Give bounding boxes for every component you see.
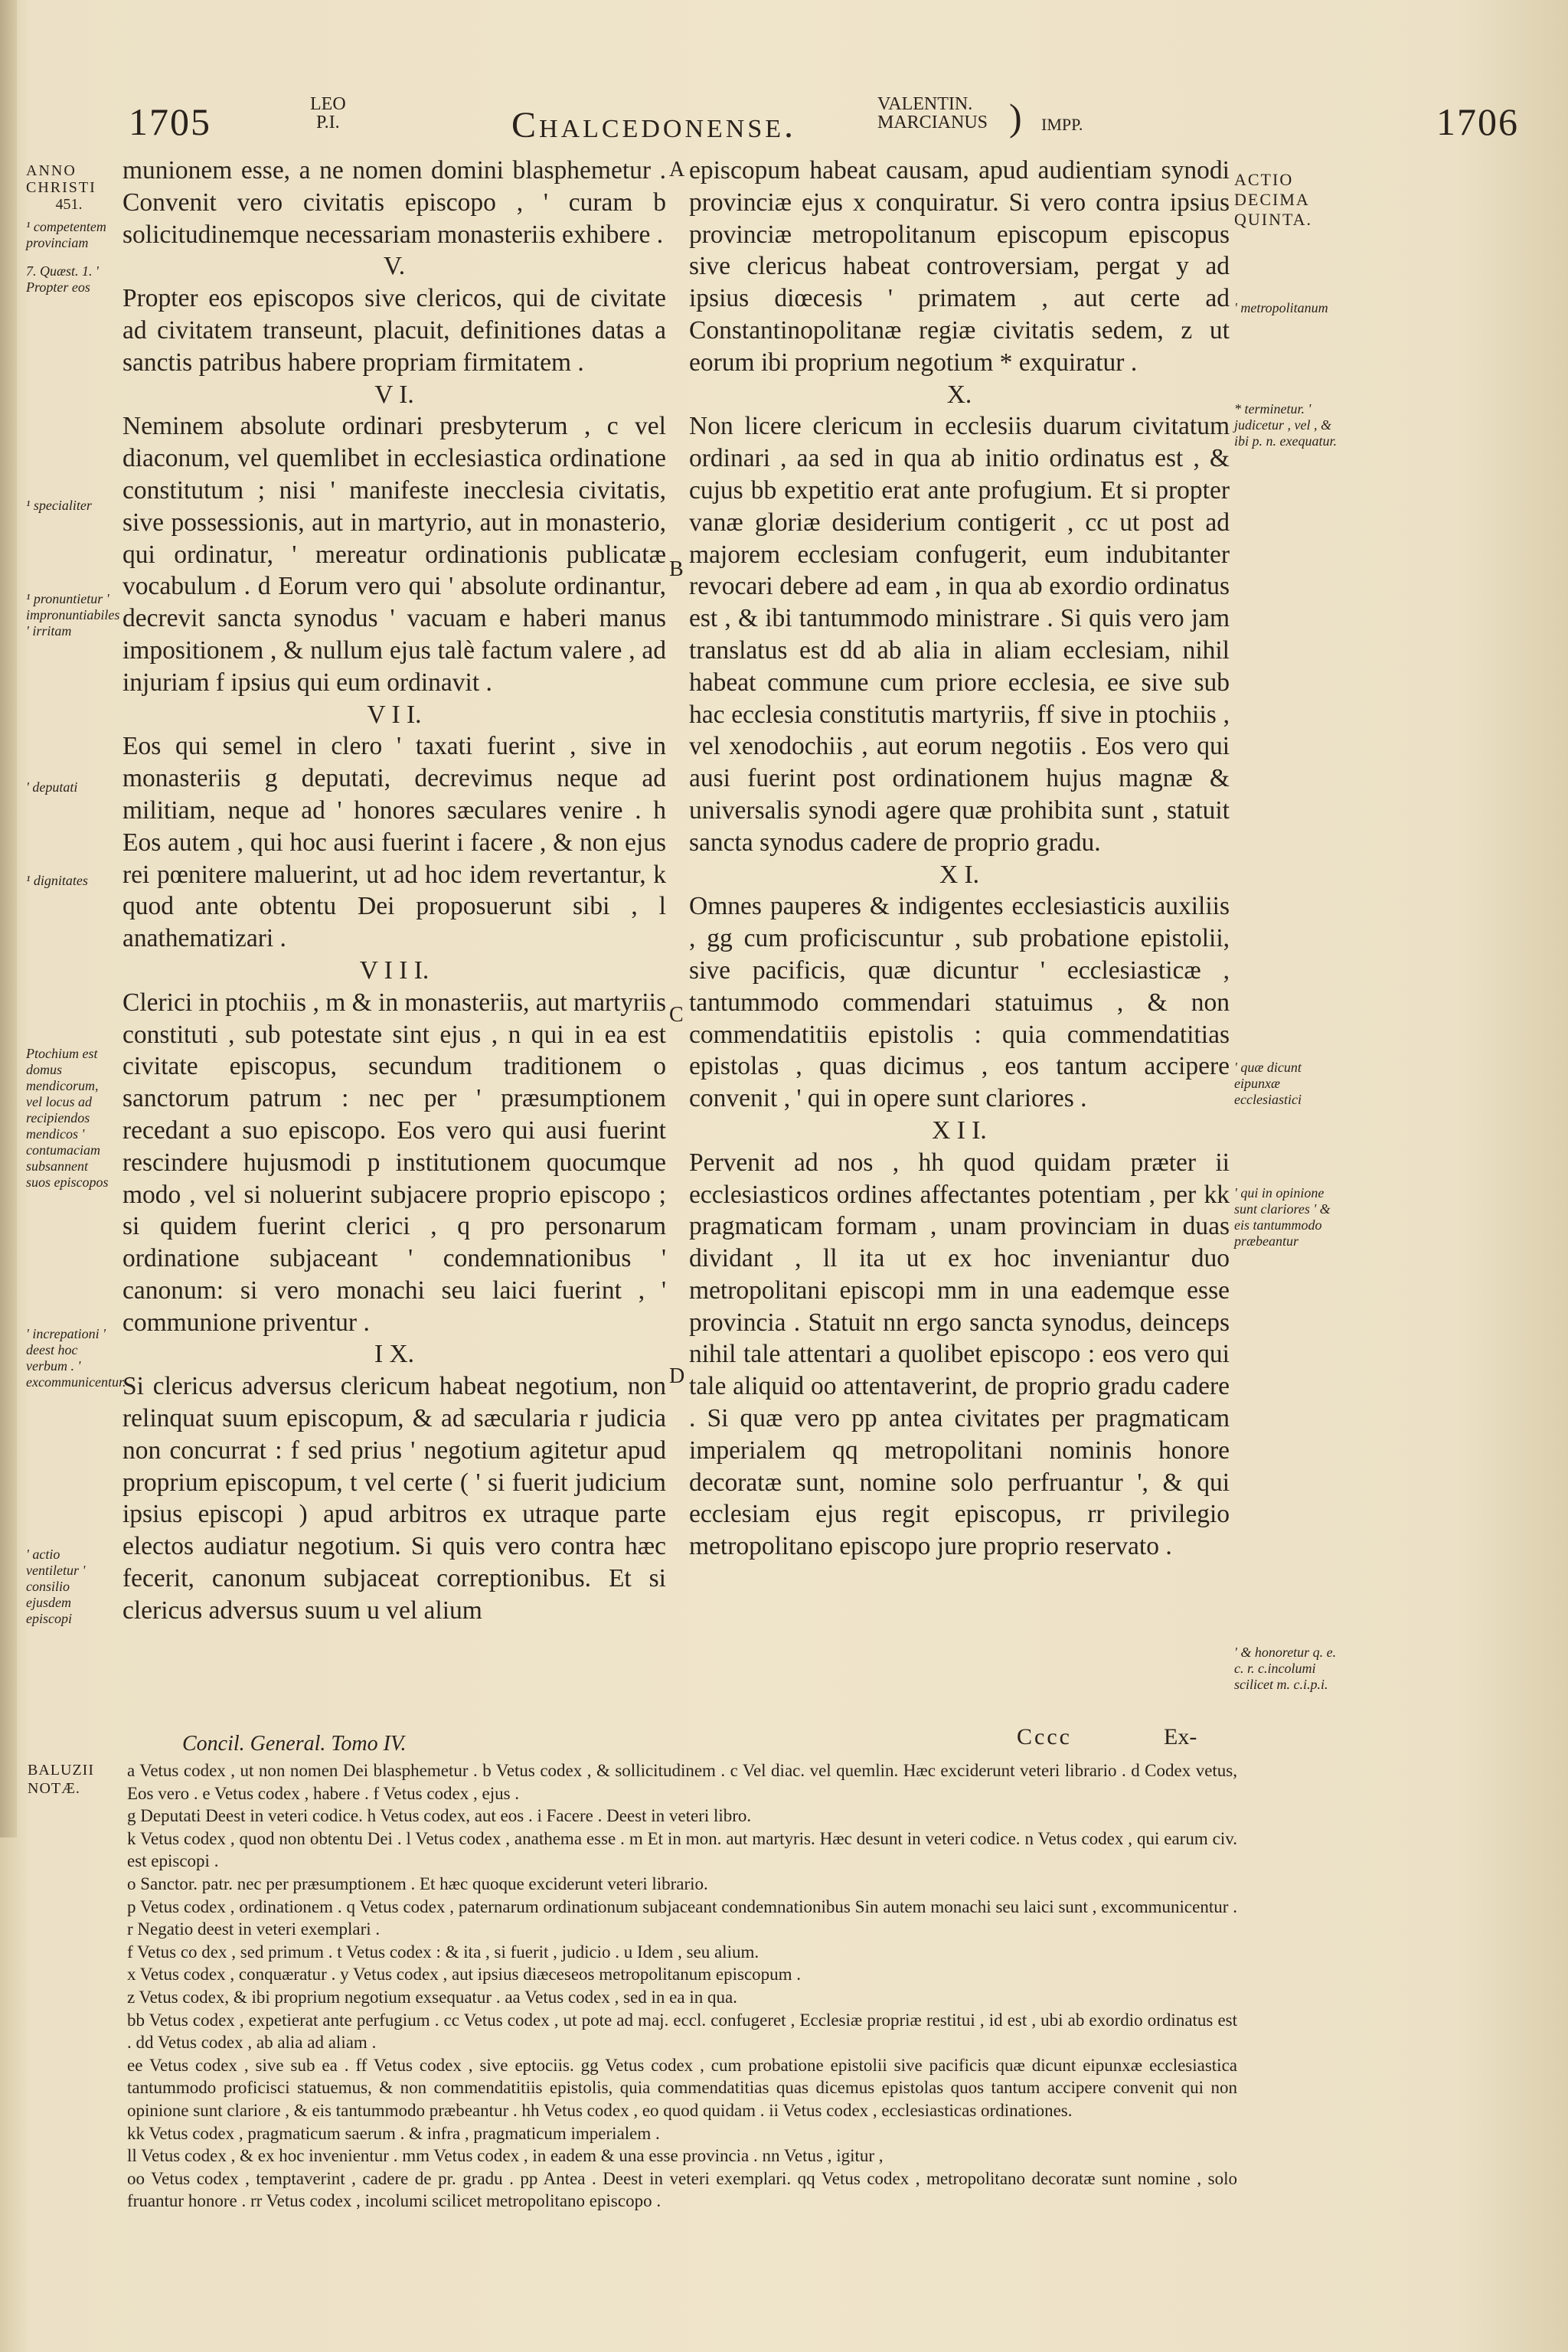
footnote: z Vetus codex, & ibi proprium negotium exsequatur . aa Vetus codex , sed in ea in qua. (127, 1987, 737, 2007)
emperors-line1: VALENTIN. (877, 94, 973, 114)
text-column-right (689, 155, 1230, 1563)
footnote: k Vetus codex , quod non obtentu Dei . l Vetus codex , anathema esse . m Et in mon. aut martyris. Hæc desunt in veteri codice. n Vetus codex , qui earum civ. est episcopi . (127, 1828, 1237, 1871)
volume-footer: Concil. General. Tomo IV. (182, 1732, 407, 1756)
side-note-left: ' actio ventiletur ' consilio ejusdem episcopi (26, 1547, 86, 1626)
canon-number: X. (946, 380, 972, 409)
side-note-left: ' deputati (26, 779, 78, 795)
running-head (0, 84, 1568, 153)
side-note-left: Ptochium est domus mendicorum, vel locus ad recipiendos mendicos ' contumaciam subsannent suos episcopos (26, 1046, 109, 1190)
notes-label-line1: BALUZII (28, 1762, 94, 1779)
paragraph: Eos qui semel in clero ' taxati fuerint , sive in monasteriis g deputati, decrevimus neque ad militiam, neque ad ' honores sæculares venire . h Eos autem , qui hoc ausi fuerint i facere , & non ejus rei pœnitere maluerint, ut ad hoc idem revertantur, k quod ante obtentu Dei proposuerunt sibi , l anathematizari . (122, 732, 666, 953)
canon-number: V I. (374, 380, 414, 409)
footnote: bb Vetus codex , expetierat ante perfugium . cc Vetus codex , ut pote ad maj. eccl. confugeret , Ecclesiæ propriæ restitui , id est , ubi ab exordio ordinatus est . dd Vetus codex , ab alia ad aliam . (127, 2010, 1237, 2053)
canon-number: X I I. (932, 1116, 987, 1145)
decima-line: DECIMA (1234, 190, 1310, 209)
side-note-left: ' increpationi ' deest hoc verbum . ' excommunicentur. (26, 1326, 126, 1390)
canon-number: X I. (939, 860, 980, 889)
side-note-right: ' quæ dicunt eipunxæ ecclesiastici (1234, 1060, 1302, 1107)
footnote: ll Vetus codex , & ex hoc invenientur . mm Vetus codex , in eadem & una esse provincia . nn Vetus , igitur , (127, 2146, 884, 2166)
canon-number: I X. (374, 1340, 415, 1369)
emperors-label (877, 95, 988, 132)
actio-line: ACTIO (1234, 170, 1294, 189)
paragraph: Neminem absolute ordinari presbyterum , c vel diaconum, vel quemlibet in ecclesiastica ordinatione constitutum ; nisi ' manifeste inecclesia civitatis, sive possessionis, aut in martyrio, aut in monasterio, qui ordinatur, ' mereatur ordinationis publicatæ vocabulum . d Eorum vero qui ' absolute ordinantur, decrevit sancta synodus ' vacuam e haberi manus impositionem , & nullum ejus talè factum valere , ad injuriam f ipsius qui eum ordinavit . (122, 412, 666, 697)
side-note-right: ' qui in opinione sunt clariores ' & eis tantummodo præbeantur (1234, 1185, 1331, 1249)
section-letter-d: D (669, 1364, 685, 1388)
page-number-left: 1705 (129, 100, 211, 143)
pope-label-line2: P.I. (315, 113, 340, 132)
signature-mark: Cccc (1017, 1724, 1072, 1749)
footnotes (127, 1759, 1237, 2213)
anno-label: ANNO (26, 162, 77, 179)
notes-label-line2: NOTÆ. (28, 1780, 80, 1797)
section-letter-a: A (669, 158, 685, 181)
footnote: p Vetus codex , ordinationem . q Vetus codex , paternarum ordinationum subjaceant condemnationibus Sin autem monachi seu laici sunt , excommunicentur . r Negatio deest in veteri exemplari . (127, 1896, 1237, 1939)
page-title: Chalcedonense. (511, 105, 796, 145)
quinta-line: QUINTA. (1234, 210, 1313, 229)
footnote: kk Vetus codex , pragmaticum saerum . & infra , pragmaticum imperialem . (127, 2123, 660, 2143)
canon-number: V I I. (367, 700, 422, 729)
footnote: a Vetus codex , ut non nomen Dei blasphemetur . b Vetus codex , & sollicitudinem . c Vel diac. vel quemlin. Hæc exciderunt veteri librario . d Codex vetus, Eos vero . e Vetus codex , habere . f Vetus codex , ejus . (127, 1761, 1237, 1803)
binding-edge (0, 0, 17, 1838)
page-number-right: 1706 (1436, 100, 1519, 143)
side-note-left: ¹ competentem provinciam (26, 219, 106, 250)
notes-label (28, 1761, 94, 1798)
paragraph: Pervenit ad nos , hh quod quidam præter ii ecclesiasticos ordines affectantes potentiam , per kk pragmaticam formam , unam provinciam in duas dividant , ll ita ut ex hoc inveniantur duo metropolitani episcopi mm in una eademque esse provincia . Statuit nn ergo sancta synodus, deinceps nihil tale attentari a quolibet episcopo : eos vero qui tale aliquid oo attentaverint, de proprio gradu cadere . Si quæ vero pp antea civitates per pragmaticam imperialem qq metropolitani nominis honore decoratæ sunt, nomine solo perfruantur ', & qui ecclesiam ejus regit episcopus, rr privilegio metropolitano episcopo jure proprio reservato . (689, 1148, 1230, 1561)
paragraph: Propter eos episcopos sive clericos, qui de civitate ad civitatem transeunt, placuit, definitiones datas a sanctis patribus habere propriam firmitatem . (122, 284, 666, 377)
paragraph: episcopum habeat causam, apud audientiam synodi provinciæ ejus x conquiratur. Si vero contra ipsius provinciæ metropolitanum episcopum episcopus sive clericus habeat controversiam, pergat y ad ipsius diœcesis ' primatem , aut certe ad Constantinopolitanæ regiæ civitatis sedem, z ut eorum ibi proprium negotium * exquiratur . (689, 156, 1230, 377)
side-note-left: ¹ specialiter (26, 498, 92, 513)
footnote: f Vetus co dex , sed primum . t Vetus codex : & ita , si fuerit , judicio . u Idem , seu alium. (127, 1942, 760, 1962)
emperors-line2: MARCIANUS (877, 113, 988, 132)
side-note-right: ' & honoretur q. e. c. r. c.incolumi scilicet m. c.i.p.i. (1234, 1645, 1337, 1692)
text-column-left (122, 155, 666, 1627)
canon-number: V. (383, 252, 406, 281)
section-letter-c: C (669, 1003, 684, 1027)
section-letter-b: B (669, 557, 684, 581)
side-note-right: ' metropolitanum (1234, 300, 1328, 315)
catchword: Ex- (1164, 1724, 1197, 1749)
anno-christi (26, 162, 112, 213)
year-label: 451. (55, 196, 83, 213)
paragraph: Si clericus adversus clericum habeat negotium, non relinquat suum episcopum, & ad sæcularia r judicia non concurrat : f sed prius ' negotium agitetur apud proprium episcopum, t vel certe ( ' si fuerit judicium ipsius episcopi ) apud arbitros ex utraque parte electos audiatur negotium. Si quis vero contra hæc fecerit, canonum subjaceat correptionibus. Et si clericus adversus suum u vel alium (122, 1372, 666, 1625)
pope-label-line1: LEO (310, 94, 346, 114)
footnote: g Deputati Deest in veteri codice. h Vetus codex, aut eos . i Facere . Deest in veteri libro. (127, 1806, 752, 1826)
paragraph: Omnes pauperes & indigentes ecclesiasticis auxiliis , gg cum proficiscuntur , sub probatione epistolii, sive pacificis, quæ dicuntur ' ecclesiasticæ , tantummodo commendari statuimus , & non commendatitiis epistolis : quia commendatitias epistolas , quas dicimus , eos tantum accipere convenit , ' qui in opere sunt clariores . (689, 892, 1230, 1113)
impp-label: IMPP. (1041, 115, 1083, 134)
christi-label: CHRISTI (26, 179, 96, 196)
side-note-right: * terminetur. ' judicetur , vel , & ibi p. n. exequatur. (1234, 401, 1337, 449)
paragraph: Non licere clericum in ecclesiis duarum civitatum ordinari , aa sed in qua ab initio ordinatus est , & cujus bb expetitio erat ante profugium. Et si propter vanæ gloriæ desiderium contigerit , cc ut post ad majorem ecclesiam confugerit, eum indubitanter revocari debere ad eam , in qua ab exordio ordinatus est , & ibi tantummodo ministrare . Si quis vero jam translatus est dd ab alia in aliam ecclesiam, nihil habeat commune cum priore ecclesia, ee sive sub hac ecclesia constitutis martyriis, ff sive in ptochiis , vel xenodochiis , aut eorum negotiis . Eos vero qui ausi fuerint post ordinationem hujus magnæ & universalis synodi agere quæ prohibita sunt , statuit sancta synodus cadere de proprio gradu. (689, 412, 1230, 857)
paragraph: Clerici in ptochiis , m & in monasteriis, aut martyriis constituti , sub potestate sint ejus , n qui in ea est civitate episcopus, secundum traditionem o sanctorum patrum : nec per ' præsumptionem recedant a suo episcopo. Eos vero qui ausi fuerint rescindere hujusmodi p institutionem quocumque modo , vel si noluerint subjacere proprio episcopo ; si quidem fuerint clerici , q pro personarum ordinatione subjaceant ' condemnationibus ' canonum: si vero monachi seu laici fuerint , ' communione priventur . (122, 988, 666, 1337)
footnote: oo Vetus codex , temptaverint , cadere de pr. gradu . pp Antea . Deest in veteri exemplari. qq Vetus codex , metropolitano decoratæ sunt nomine , solo fruantur honore . rr Vetus codex , incolumi scilicet metropolitano episcopo . (127, 2168, 1237, 2211)
paragraph: munionem esse, a ne nomen domini blasphemetur . Convenit vero civitatis episcopo , ' curam b solicitudinemque necessariam monasteriis exhibere . (122, 156, 666, 249)
canon-number: V I I I. (359, 956, 430, 985)
footnote: o Sanctor. patr. nec per præsumptionem . Et hæc quoque exciderunt veteri librario. (127, 1873, 708, 1893)
side-note-left: 7. Quæst. 1. ' Propter eos (26, 263, 99, 295)
actio-label (1234, 170, 1341, 230)
side-note-left: ¹ dignitates (26, 873, 88, 888)
footnote: ee Vetus codex , sive sub ea . ff Vetus codex , sive eptociis. gg Vetus codex , cum probatione epistolii sive pacificis quæ dicunt eipunxæ ecclesiastica tantummodo proficisci statuemus, & non commendatitiis epistolis, quia commendatitias quas dicemus epistolas quos tantum accipere convenit qui non opinione sunt clariore , & eis tantummodo præbeantur . hh Vetus codex , eo quod quidam . ii Vetus codex , ecclesiasticas ordinationes. (127, 2055, 1237, 2120)
side-note-left: ¹ pronuntietur ' impronuntiabiles ' irritam (26, 591, 120, 639)
pope-label (310, 95, 346, 132)
brace: ) (1009, 96, 1022, 139)
footnote: x Vetus codex , conquæratur . y Vetus codex , aut ipsius diæceseos metropolitanum episcopum . (127, 1965, 802, 1984)
